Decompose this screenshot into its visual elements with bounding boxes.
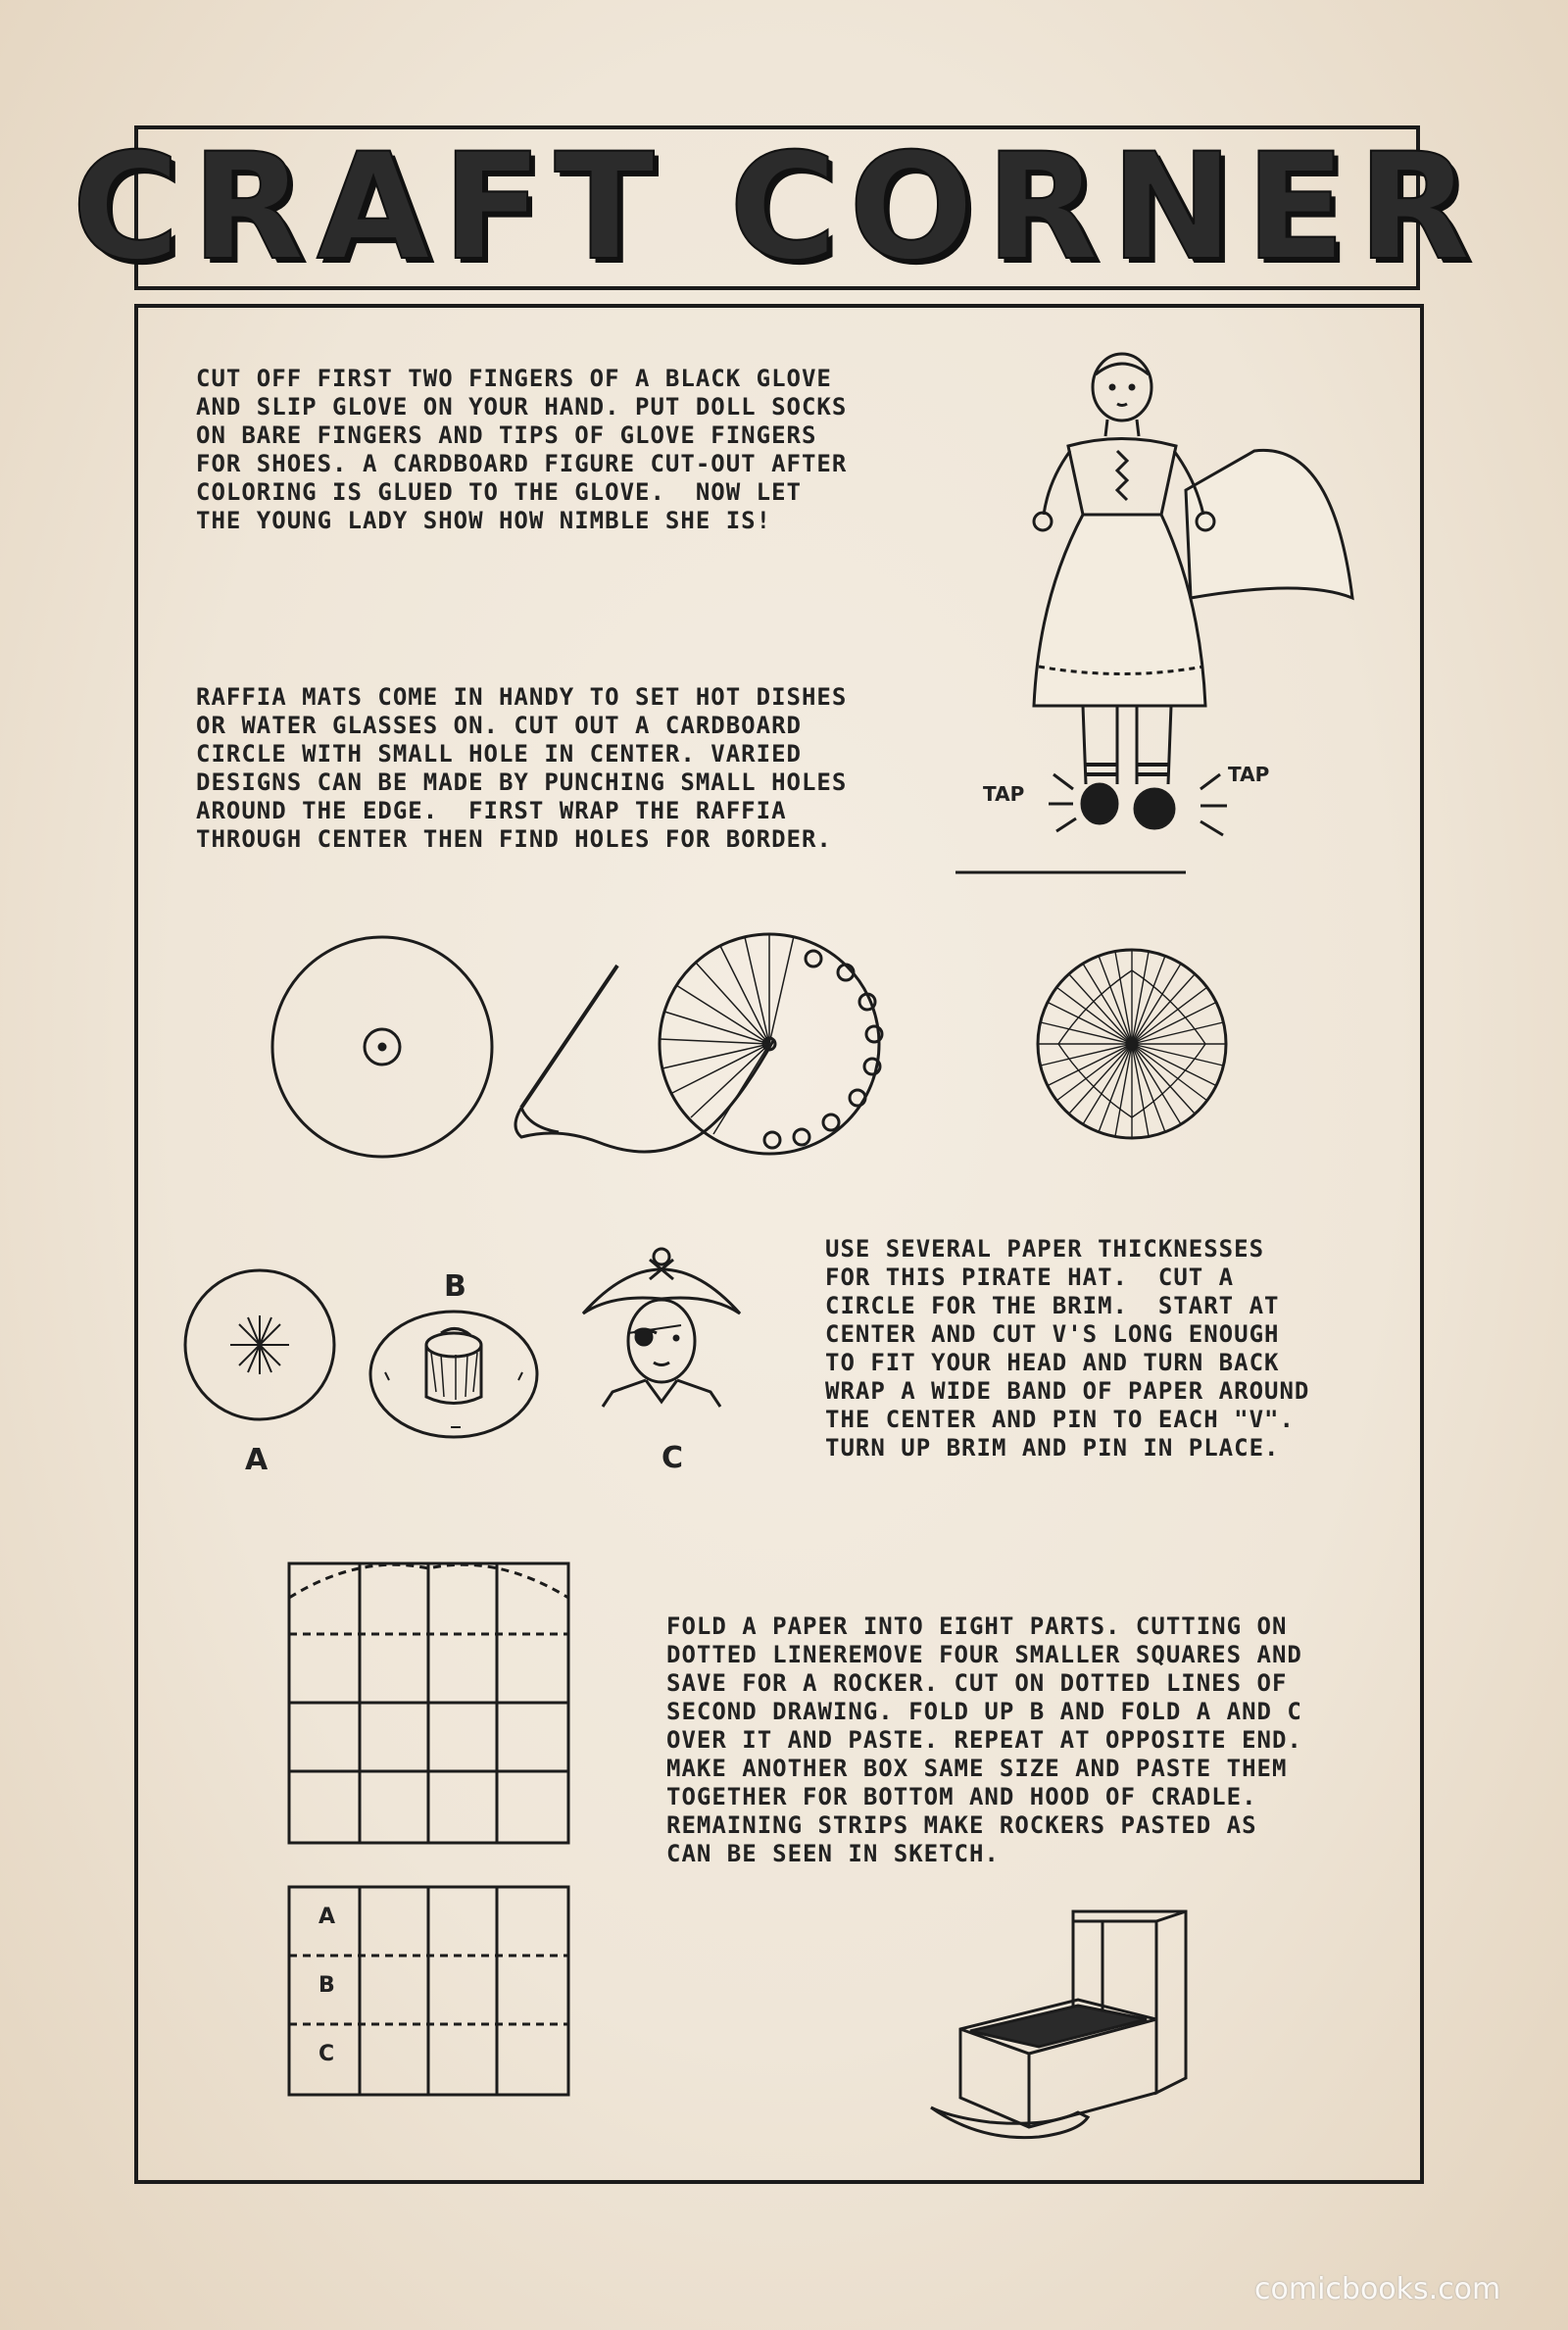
- title-banner: [72, 123, 1483, 293]
- page-title: CRAFT CORNER: [72, 123, 1483, 293]
- cradle-instructions: FOLD A PAPER INTO EIGHT PARTS. CUTTING ON DOTTED LINEREMOVE FOUR SMALLER SQUARES AND SAVE FOR A ROCKER. CUT ON DOTTED LINES OF SECOND DRAWING. FOLD UP B AND FOLD A AND C OVER IT AND PASTE. REPEAT AT OPPOSITE END. MAKE ANOTHER BOX SAME SIZE AND PASTE THEM TOGETHER FOR BOTTOM AND HOOD OF CRADLE. REMAINING STRIPS MAKE ROCKERS PASTED AS CAN BE SEEN IN SKETCH.: [666, 1612, 1302, 1867]
- grid-label-b: B: [318, 1973, 335, 1998]
- hat-label-c: C: [662, 1441, 684, 1475]
- raffia-mats-instructions: RAFFIA MATS COME IN HANDY TO SET HOT DISHES OR WATER GLASSES ON. CUT OUT A CARDBOARD CIRCLE WITH SMALL HOLE IN CENTER. VARIED DESIGNS CAN BE MADE BY PUNCHING SMALL HOLES AROUND THE EDGE. FIRST WRAP THE RAFFIA THROUGH CENTER THEN FIND HOLES FOR BORDER.: [196, 683, 848, 853]
- grid-label-a: A: [318, 1905, 336, 1929]
- cradle-fold-grid-2: [289, 1887, 573, 2098]
- pirate-hat-instructions: USE SEVERAL PAPER THICKNESSES FOR THIS PIRATE HAT. CUT A CIRCLE FOR THE BRIM. START AT CENTER AND CUT V'S LONG ENOUGH TO FIT YOUR HEAD AND TURN BACK WRAP A WIDE BAND OF PAPER AROUND THE CENTER AND PIN TO EACH "V". TURN UP BRIM AND PIN IN PLACE.: [825, 1235, 1310, 1462]
- hat-label-b: B: [444, 1269, 466, 1304]
- watermark: comicbooks.com: [1254, 2272, 1501, 2306]
- tap-left-label: TAP: [983, 782, 1025, 806]
- cradle-fold-grid-1: [289, 1563, 573, 1848]
- glove-doll-illustration: [980, 353, 1392, 892]
- hat-label-a: A: [245, 1443, 269, 1477]
- grid-label-c: C: [318, 2042, 335, 2066]
- pirate-hat-steps-illustration: [181, 1235, 769, 1477]
- raffia-mat-steps-illustration: [265, 931, 1245, 1176]
- cradle-sketch: [931, 1911, 1186, 2147]
- glove-doll-instructions: CUT OFF FIRST TWO FINGERS OF A BLACK GLOVE AND SLIP GLOVE ON YOUR HAND. PUT DOLL SOCKS ON BARE FINGERS AND TIPS OF GLOVE FINGERS FOR SHOES. A CARDBOARD FIGURE CUT-OUT AFTER COLORING IS GLUED TO THE GLOVE. NOW LET THE YOUNG LADY SHOW HOW NIMBLE SHE IS!: [196, 365, 848, 534]
- tap-right-label: TAP: [1228, 763, 1270, 786]
